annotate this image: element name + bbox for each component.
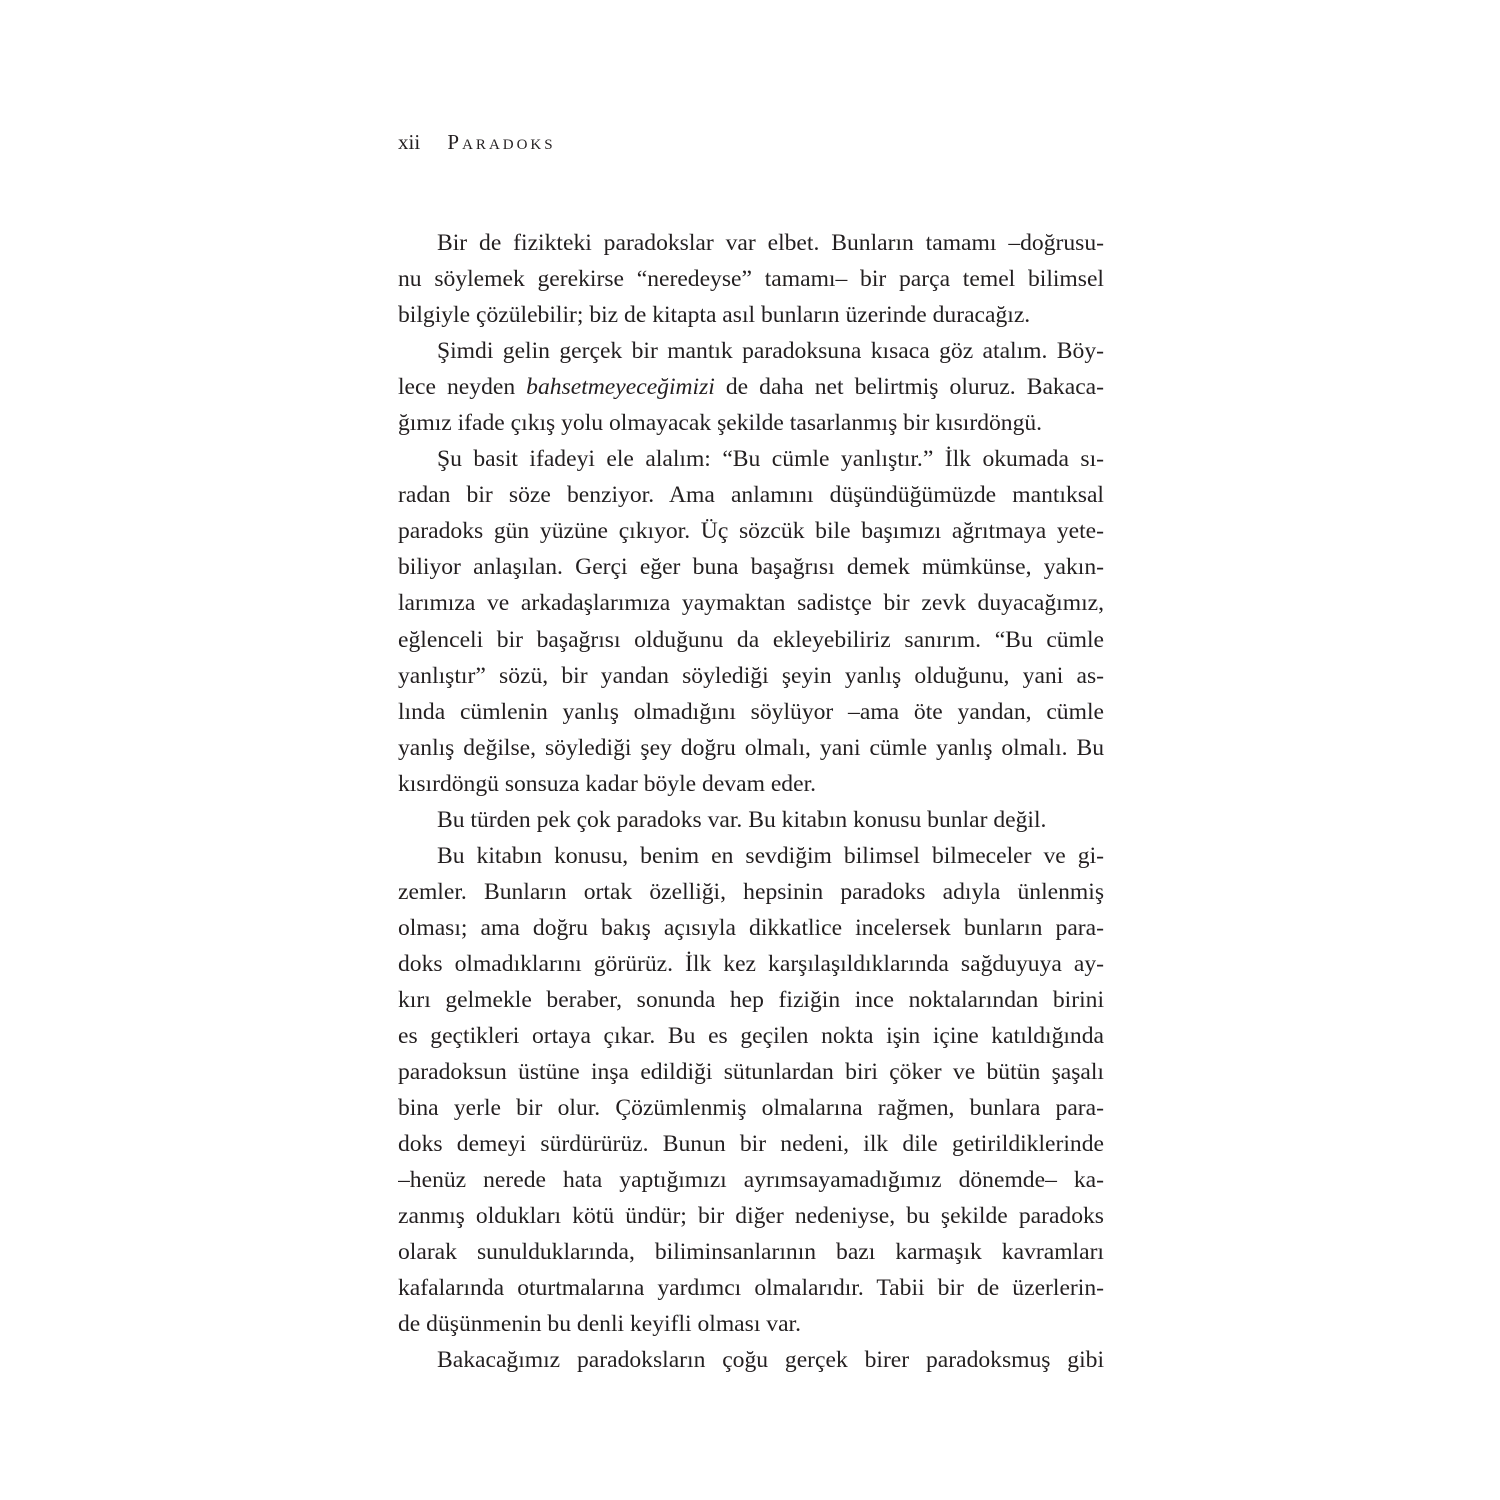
- text-line: de düşünmenin bu denli keyifli olması var.: [398, 1311, 801, 1338]
- text-line: Bakacağımız paradoksların çoğu gerçek birer paradoksmuş gibi: [437, 1347, 1104, 1374]
- text-line: ğımız ifade çıkış yolu olmayacak şekilde tasarlanmış bir kısırdöngü.: [398, 410, 1043, 437]
- text-line: zanmış oldukları kötü ündür; bir diğer nedeniyse, bu şekilde paradoks: [398, 1203, 1104, 1230]
- text-line-segment: de daha net belirtmiş oluruz. Bakaca-: [714, 374, 1104, 401]
- text-line: lında cümlenin yanlış olmadığını söylüyor –ama öte yandan, cümle: [398, 698, 1104, 725]
- text-line: Şu basit ifadeyi ele alalım: “Bu cümle yanlıştır.” İlk okumada sı-: [437, 446, 1104, 473]
- text-line: zemler. Bunların ortak özelliği, hepsinin paradoks adıyla ünlenmiş: [398, 878, 1104, 905]
- running-head-title: Paradoks: [447, 130, 556, 154]
- text-line: eğlenceli bir başağrısı olduğunu da ekleyebiliriz sanırım. “Bu cümle: [398, 626, 1104, 653]
- text-line: paradoks gün yüzüne çıkıyor. Üç sözcük bile başımızı ağrıtmaya yete-: [398, 518, 1104, 545]
- text-line: radan bir söze benziyor. Ama anlamını düşündüğümüzde mantıksal: [398, 482, 1104, 509]
- italic-word: bahsetmeyeceğimizi: [526, 374, 715, 401]
- text-line: olarak sunulduklarında, biliminsanlarının bazı karmaşık kavramları: [398, 1239, 1104, 1266]
- text-line-segment: lece neyden: [398, 374, 527, 401]
- text-line: doks olmadıklarını görürüz. İlk kez karşılaşıldıklarında sağduyuya ay-: [398, 950, 1104, 977]
- text-line: larımıza ve arkadaşlarımıza yaymaktan sadistçe bir zevk duyacağımız,: [398, 590, 1104, 617]
- page-number: xii: [398, 130, 421, 154]
- text-line: yanlış değilse, söylediği şey doğru olmalı, yani cümle yanlış olmalı. Bu: [398, 734, 1104, 761]
- text-line: bilgiyle çözülebilir; biz de kitapta asıl bunların üzerinde duracağız.: [398, 302, 1031, 329]
- text-line: –henüz nerede hata yaptığımızı ayrımsayamadığımız dönemde– ka-: [398, 1167, 1104, 1194]
- text-line: bina yerle bir olur. Çözümlenmiş olmalarına rağmen, bunlara para-: [398, 1095, 1104, 1122]
- text-line: Bu kitabın konusu, benim en sevdiğim bilimsel bilmeceler ve gi-: [437, 842, 1104, 869]
- body-text: [398, 225, 1104, 1379]
- text-line: doks demeyi sürdürürüz. Bunun bir nedeni, ilk dile getirildiklerinde: [398, 1131, 1104, 1158]
- text-line: kısırdöngü sonsuza kadar böyle devam eder.: [398, 770, 817, 797]
- text-line: Bir de fizikteki paradokslar var elbet. Bunların tamamı –doğrusu-: [437, 230, 1104, 256]
- text-line: kırı gelmekle beraber, sonunda hep fiziğin ince noktalarından birini: [398, 986, 1104, 1013]
- text-line: olması; ama doğru bakış açısıyla dikkatlice incelersek bunların para-: [398, 914, 1104, 941]
- text-line: yanlıştır” sözü, bir yandan söylediği şeyin yanlış olduğunu, yani as-: [398, 662, 1104, 689]
- running-head: [398, 128, 556, 156]
- text-line: biliyor anlaşılan. Gerçi eğer buna başağrısı demek mümkünse, yakın-: [398, 554, 1104, 581]
- text-line: [398, 369, 1104, 405]
- text-line: es geçtikleri ortaya çıkar. Bu es geçilen nokta işin içine katıldığında: [398, 1023, 1104, 1050]
- text-line: nu söylemek gerekirse “neredeyse” tamamı– bir parça temel bilimsel: [398, 266, 1104, 293]
- text-line: paradoksun üstüne inşa edildiği sütunlardan biri çöker ve bütün şaşalı: [398, 1059, 1104, 1086]
- text-line: kafalarında oturtmalarına yardımcı olmalarıdır. Tabii bir de üzerlerin-: [398, 1275, 1104, 1302]
- text-line: Şimdi gelin gerçek bir mantık paradoksuna kısaca göz atalım. Böy-: [437, 338, 1104, 365]
- text-line: Bu türden pek çok paradoks var. Bu kitabın konusu bunlar değil.: [437, 806, 1047, 833]
